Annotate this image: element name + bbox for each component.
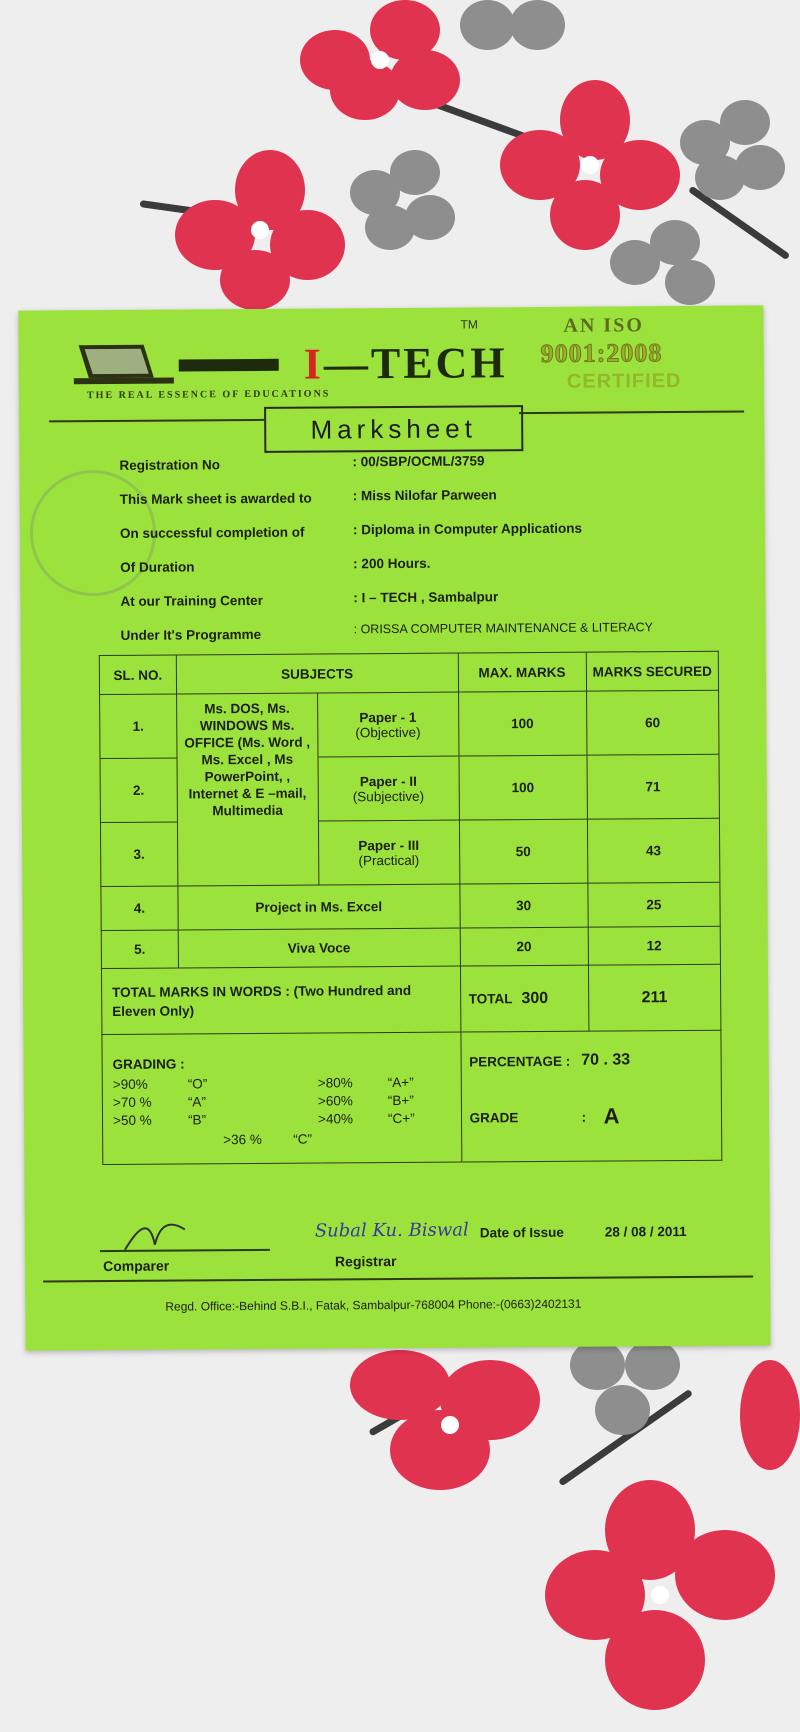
info-value: : I – TECH , Sambalpur (353, 589, 499, 606)
marks-secured: 12 (588, 926, 721, 965)
header-rule-right (519, 411, 744, 415)
red-flower (300, 0, 460, 120)
col-header-subjects: SUBJECTS (176, 653, 458, 694)
info-value: : 200 Hours. (353, 555, 431, 572)
comparer-label: Comparer (102, 1257, 170, 1275)
iso-line-1: AN ISO (563, 314, 644, 337)
paper-cell (318, 820, 459, 885)
percentage-label: PERCENTAGE : (469, 1053, 571, 1070)
grade-letter: “B” (187, 1112, 207, 1128)
footer-rule (43, 1276, 753, 1283)
total-max: 300 (521, 989, 549, 1007)
info-label: This Mark sheet is awarded to (119, 490, 312, 507)
sl-no: 5. (101, 930, 178, 969)
grade-range: >70 % (112, 1094, 152, 1110)
total-label: TOTAL (468, 990, 513, 1006)
info-label: At our Training Center (120, 592, 263, 609)
paper-cell (318, 756, 459, 821)
info-label: Under It's Programme (120, 626, 262, 643)
logo-bar (179, 359, 279, 372)
page-title: Marksheet (264, 405, 523, 453)
trademark-mark: TM (460, 317, 478, 332)
total-max-cell (460, 965, 589, 1032)
brand-logo (304, 337, 508, 389)
grade-letter: “O” (187, 1076, 208, 1092)
info-label: Registration No (119, 457, 221, 473)
paper-name: Paper - III (358, 837, 420, 853)
grade-range: >80% (317, 1075, 353, 1091)
grade-value: A (603, 1103, 620, 1129)
grading-cell (102, 1032, 461, 1165)
grade-range: >90% (112, 1076, 148, 1092)
grading-row (102, 1030, 722, 1164)
sl-no: 2. (100, 758, 177, 823)
computer-logo-icon (69, 339, 179, 390)
info-label: Of Duration (120, 559, 195, 575)
header-rule-left (49, 419, 264, 423)
red-flower (545, 1480, 775, 1710)
grey-flower (570, 1340, 690, 1440)
marks-table (99, 651, 723, 1165)
brand-prefix: I (303, 339, 325, 389)
info-label: On successful completion of (119, 524, 305, 541)
iso-line-2: 9001:2008 (540, 338, 663, 368)
marks-secured: 60 (586, 690, 719, 755)
paper-name: Paper - 1 (359, 709, 417, 725)
grade-separator: : (581, 1109, 587, 1125)
max-marks: 100 (458, 691, 587, 756)
date-of-issue-label: Date of Issue (479, 1224, 564, 1241)
paper-name: Paper - II (359, 773, 417, 789)
grade-label: GRADE (469, 1110, 519, 1126)
marks-secured: 43 (587, 818, 720, 883)
table-row (100, 690, 719, 758)
col-header-max-marks: MAX. MARKS (458, 652, 586, 692)
grade-letter: “A” (187, 1094, 206, 1110)
grade-range: >50 % (112, 1112, 152, 1128)
grade-letter: “C+” (387, 1110, 415, 1127)
subject-block: Ms. DOS, Ms. WINDOWS Ms. OFFICE (Ms. Word , Ms. Excel , Ms PowerPoint, , Internet & E –mail, Multimedia (176, 693, 318, 886)
grey-flower (350, 150, 460, 250)
grade-range: >60% (317, 1093, 353, 1109)
date-of-issue-value: 28 / 08 / 2011 (604, 1223, 687, 1240)
brand-tagline: THE REAL ESSENCE OF EDUCATIONS (86, 388, 331, 402)
info-value: : Miss Nilofar Parween (352, 487, 497, 504)
info-value: : ORISSA COMPUTER MAINTENANCE & LITERACY (353, 620, 654, 637)
paper-type: (Practical) (358, 852, 420, 868)
sl-no: 4. (101, 886, 178, 931)
grade-range: >40% (317, 1111, 353, 1127)
registrar-label: Registrar (334, 1252, 397, 1270)
table-header-row (99, 651, 718, 694)
percentage-value: 70 . 33 (581, 1051, 631, 1069)
col-header-marks-secured: MARKS SECURED (586, 651, 719, 691)
info-value: : Diploma in Computer Applications (352, 520, 582, 538)
max-marks: 30 (459, 883, 587, 928)
grade-range: >36 % (223, 1131, 262, 1148)
grade-letter: “C” (293, 1131, 312, 1147)
total-row (101, 964, 720, 1034)
sl-no: 3. (100, 822, 177, 887)
marks-secured: 71 (587, 754, 720, 819)
max-marks: 100 (459, 755, 588, 820)
grade-letter: “B+” (387, 1092, 414, 1109)
paper-type: (Subjective) (352, 788, 425, 804)
subject-name: Viva Voce (178, 928, 460, 968)
result-cell (461, 1030, 722, 1162)
grading-title: GRADING : (112, 1056, 185, 1072)
grey-flower (460, 0, 570, 60)
iso-line-3: CERTIFIED (566, 369, 682, 393)
brand-name: —TECH (323, 338, 508, 389)
paper-cell (317, 692, 458, 757)
red-flower (175, 150, 345, 310)
subject-name: Project in Ms. Excel (178, 884, 460, 930)
red-flower (350, 1350, 550, 1500)
grey-flower (610, 220, 720, 310)
col-header-sl: SL. NO. (99, 655, 176, 695)
grey-flower (680, 100, 790, 200)
grade-letter: “A+” (387, 1074, 414, 1091)
marksheet-paper (18, 305, 770, 1350)
info-value: : 00/SBP/OCML/3759 (352, 453, 485, 470)
table-row (101, 882, 720, 930)
marks-secured: 25 (588, 882, 721, 927)
table-row (101, 926, 720, 968)
max-marks: 20 (460, 927, 588, 966)
registrar-signature: Subal Ku. Biswal (314, 1219, 469, 1242)
paper-type: (Objective) (355, 724, 421, 740)
registered-office: Regd. Office:-Behind S.B.I., Fatak, Sambalpur-768004 Phone:-(0663)2402131 (165, 1296, 582, 1314)
max-marks: 50 (459, 819, 588, 884)
sl-no: 1. (100, 694, 177, 759)
total-marks-in-words: TOTAL MARKS IN WORDS : (Two Hundred and Eleven Only) (101, 966, 460, 1035)
red-flower (740, 1360, 800, 1470)
total-secured: 211 (588, 964, 721, 1031)
